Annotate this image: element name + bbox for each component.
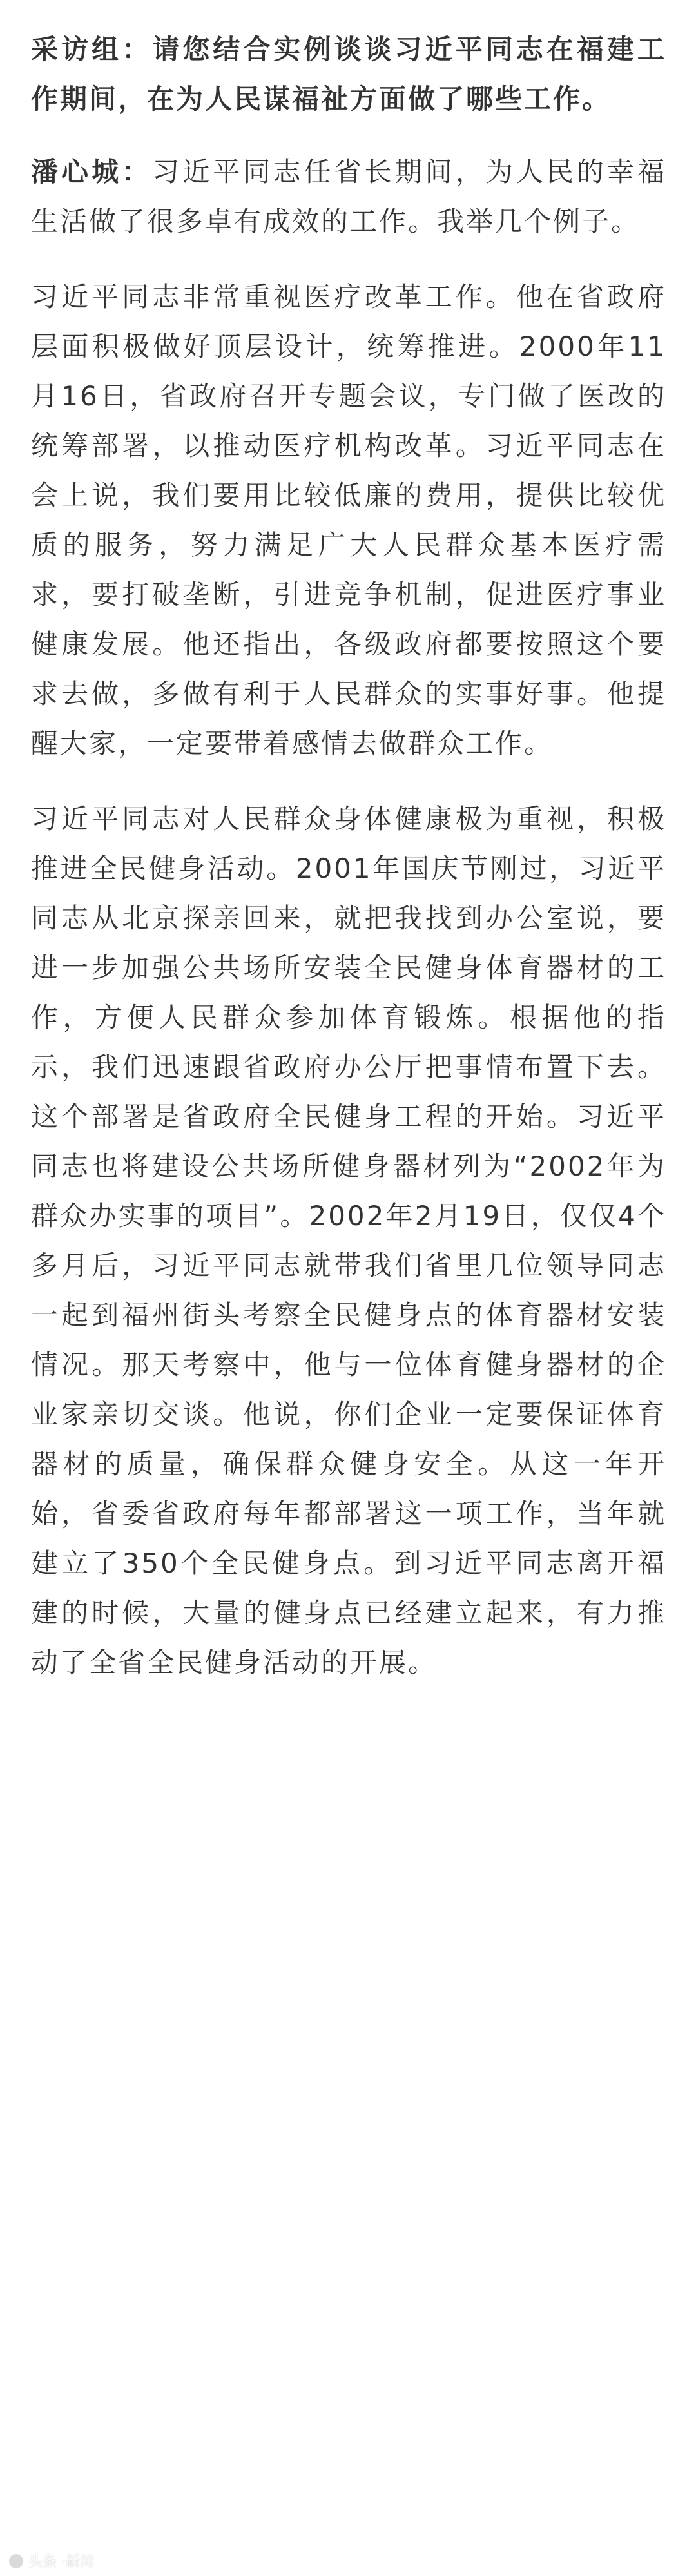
watermark-text: 头条 ·新闻 <box>28 2554 94 2570</box>
paragraph-medical-reform: 习近平同志非常重视医疗改革工作。他在省政府层面积极做好顶层设计，统筹推进。2000年11月16日，省政府召开专题会议，专门做了医改的统筹部署，以推动医疗机构改革。习近平同志在会上说，我们要用比较低廉的费用，提供比较优质的服务，努力满足广大人民群众基本医疗需求，要打破垄断，引进竞争机制，促进医疗事业健康发展。他还指出，各级政府都要按照这个要求去做，多做有利于人民群众的实事好事。他提醒大家，一定要带着感情去做群众工作。 <box>31 281 666 759</box>
question-text: 请您结合实例谈谈习近平同志在福建工作期间，在为人民谋福祉方面做了哪些工作。 <box>31 34 666 115</box>
paragraph-national-fitness: 习近平同志对人民群众身体健康极为重视，积极推进全民健身活动。2001年国庆节刚过，习近平同志从北京探亲回来，就把我找到办公室说，要进一步加强公共场所安装全民健身体育器材的工作，方便人民群众参加体育锻炼。根据他的指示，我们迅速跟省政府办公厅把事情布置下去。这个部署是省政府全民健身工程的开始。习近平同志也将建设公共场所健身器材列为“2002年为群众办实事的项目”。2002年2月19日，仅仅4个多月后，习近平同志就带我们省里几位领导同志一起到福州街头考察全民健身点的体育器材安装情况。那天考察中，他与一位体育健身器材的企业家亲切交谈。他说，你们企业一定要保证体育器材的质量，确保群众健身安全。从这一年开始，省委省政府每年都部署这一项工作，当年就建立了350个全民健身点。到习近平同志离开福建的时候，大量的健身点已经建立起来，有力推动了全省全民健身活动的开展。 <box>31 803 666 1678</box>
answer-intro <box>31 147 666 246</box>
question-speaker: 采访组： <box>31 34 153 65</box>
article-body <box>31 24 666 1713</box>
answer-speaker: 潘心城： <box>31 156 153 188</box>
watermark-logo-icon <box>8 2553 24 2570</box>
interview-question <box>31 24 666 124</box>
answer-intro-text: 习近平同志任省长期间，为人民的幸福生活做了很多卓有成效的工作。我举几个例子。 <box>31 156 666 237</box>
source-watermark <box>8 2551 94 2571</box>
